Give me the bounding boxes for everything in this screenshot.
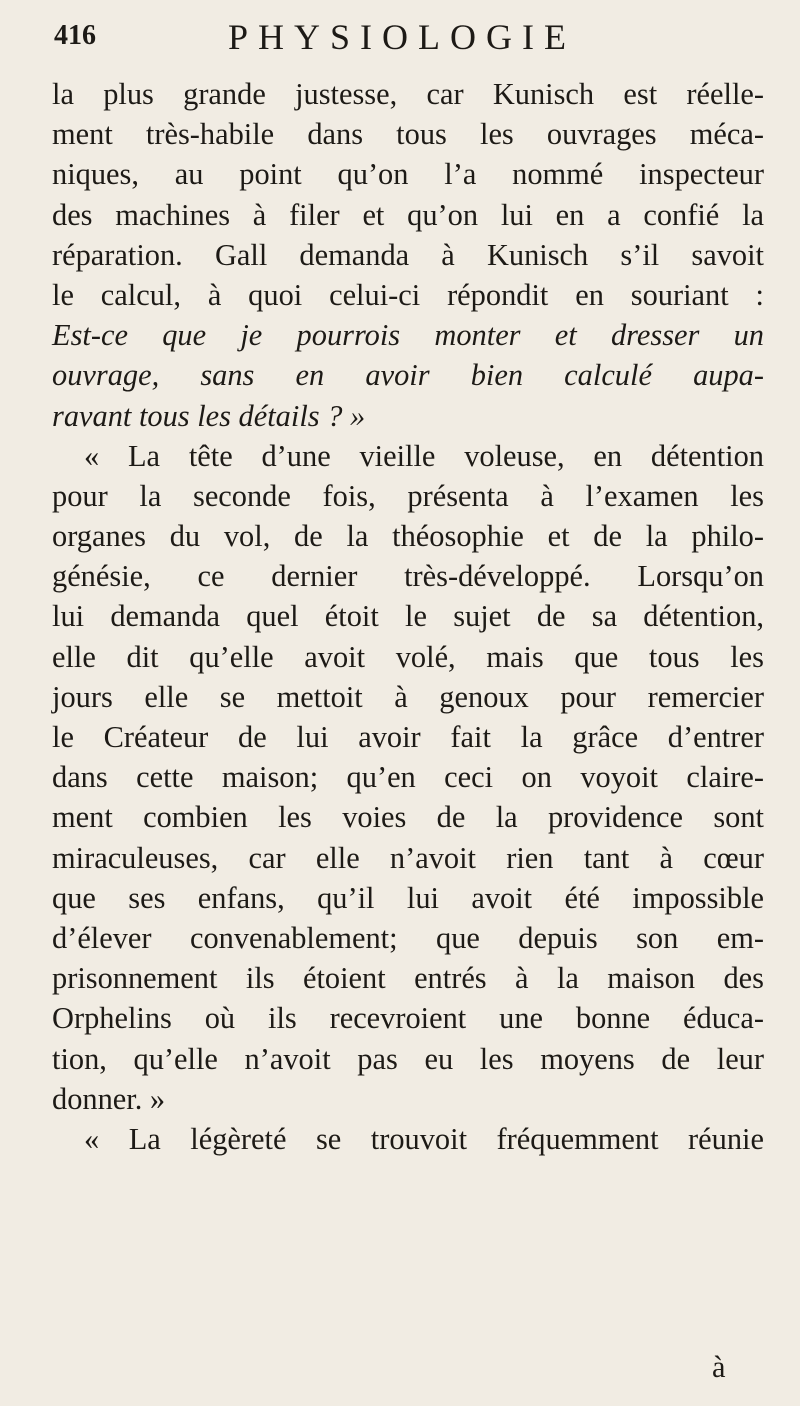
text-line: lui demanda quel étoit le sujet de sa détention, [52,599,764,634]
text-line: d’élever convenablement; que depuis son em- [52,920,764,955]
text-line: organes du vol, de la théosophie et de la philo- [52,519,764,554]
text-line: des machines à filer et qu’on lui en a confié la [52,197,764,232]
italic-text-line: ouvrage, sans en avoir bien calculé aupa- [52,358,764,393]
text-line: pour la seconde fois, présenta à l’examen les [52,478,764,513]
text-line: tion, qu’elle n’avoit pas eu les moyens de leur [52,1041,764,1076]
text-line: niques, au point qu’on l’a nommé inspecteur [52,157,764,192]
italic-text-line: Est-ce que je pourrois monter et dresser un [52,318,764,353]
text-line: ment très-habile dans tous les ouvrages méca- [52,117,764,152]
paragraph-start-line: « La tête d’une vieille voleuse, en détention [84,438,764,473]
text-line: que ses enfans, qu’il lui avoit été impossible [52,880,764,915]
text-line: elle dit qu’elle avoit volé, mais que tous les [52,639,764,674]
paragraph-start-line: « La légèreté se trouvoit fréquemment réunie [84,1121,764,1156]
text-line: Orphelins où ils recevroient une bonne éduca- [52,1001,764,1036]
text-line: ment combien les voies de la providence sont [52,800,764,835]
text-line: la plus grande justesse, car Kunisch est réelle- [52,77,764,111]
text-line: miraculeuses, car elle n’avoit rien tant à cœur [52,840,764,875]
text-line: dans cette maison; qu’en ceci on voyoit claire- [52,760,764,795]
page-number: 416 [54,20,96,51]
italic-text-line: ravant tous les détails ? » [52,398,366,433]
page-header [50,12,750,62]
text-line: le calcul, à quoi celui-ci répondit en souriant : [52,277,764,312]
catchword: à [712,1350,726,1384]
text-line: jours elle se mettoit à genoux pour remercier [52,679,764,714]
text-line: donner. » [52,1081,166,1116]
text-line: prisonnement ils étoient entrés à la maison des [52,961,764,996]
text-line: réparation. Gall demanda à Kunisch s’il savoit [52,237,764,272]
running-head: PHYSIOLOGIE [228,17,576,57]
body-text [52,74,764,1159]
text-line: le Créateur de lui avoir fait la grâce d’entrer [52,720,764,754]
text-line: génésie, ce dernier très-développé. Lorsqu’on [52,559,764,594]
